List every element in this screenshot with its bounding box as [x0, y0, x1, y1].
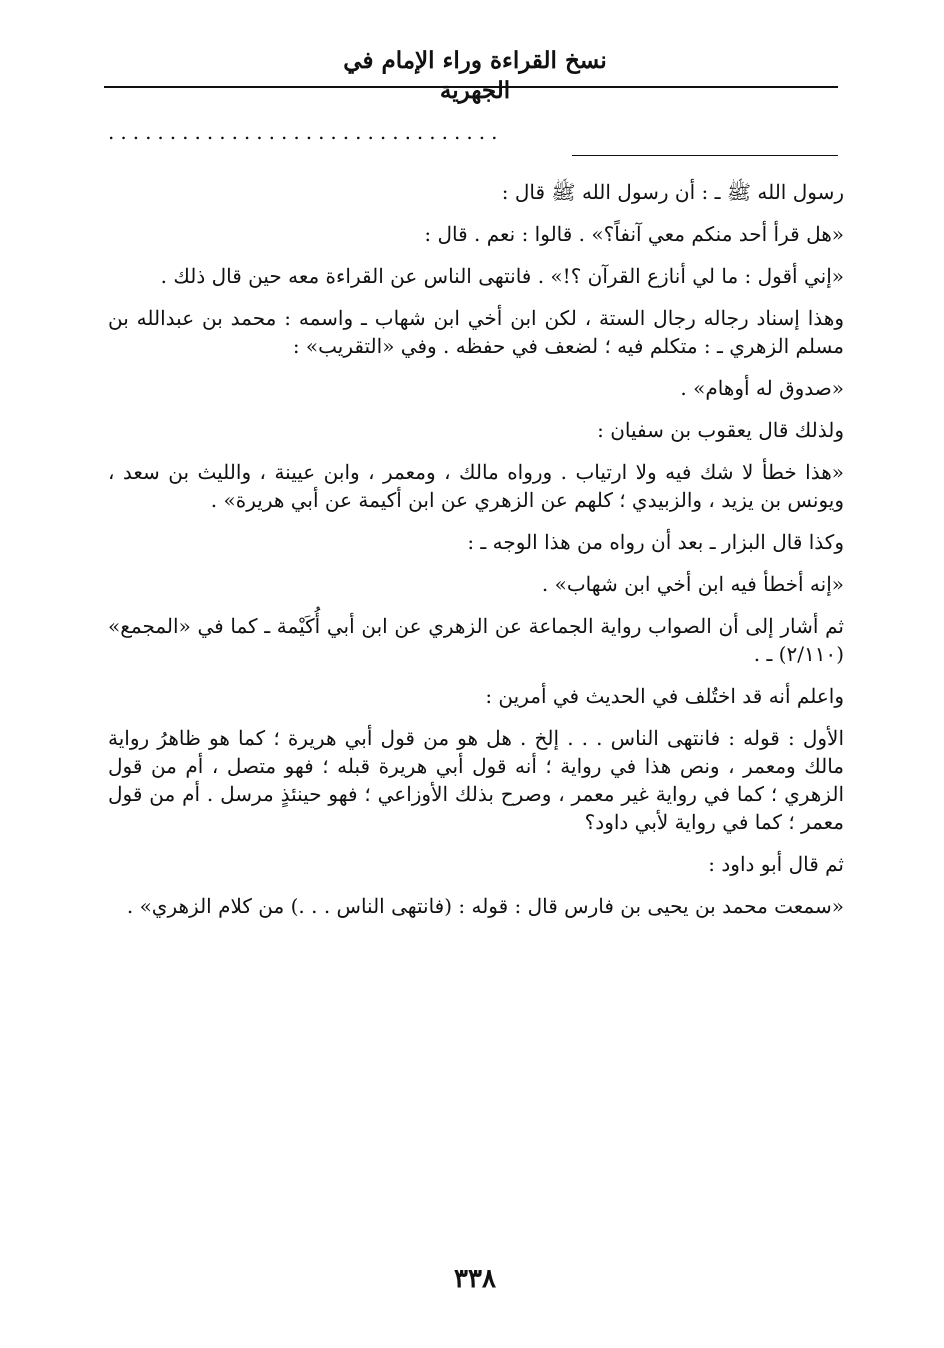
paragraph: «سمعت محمد بن يحيى بن فارس قال : قوله : (فانتهى الناس . . .) من كلام الزهري» .	[126, 894, 844, 918]
page-number: ٣٣٨	[454, 1264, 496, 1294]
paragraph: ثم أشار إلى أن الصواب رواية الجماعة عن الزهري عن ابن أبي أُكَيْمة ـ كما في «المجمع» (٢/١١٠) ـ .	[108, 614, 844, 666]
paragraph: الأول : قوله : فانتهى الناس . . . إلخ . هل هو من قول أبي هريرة ؛ كما هو ظاهرُ رواية مالك ومعمر ، ونص هذا في رواية ؛ أنه قول أبي هريرة قبله ؛ فهو متصل ، أم من قول الزهري ؛ كما في رواية غير معمر ، وصرح بذلك الأوزاعي ؛ فهو حينئذٍ مرسل . أم من قول معمر ؛ كما في رواية لأبي داود؟	[108, 726, 844, 834]
paragraph: «إنه أخطأ فيه ابن أخي ابن شهاب» .	[541, 572, 844, 596]
paragraph: واعلم أنه قد اختُلف في الحديث في أمرين :	[485, 684, 844, 708]
running-header-title: نسخ القراءة وراء الإمام في الجهرية	[343, 47, 607, 104]
body-text	[108, 178, 844, 934]
paragraph: رسول الله ﷺ ـ : أن رسول الله ﷺ قال :	[501, 180, 844, 204]
footnote-separator-rule	[572, 155, 838, 156]
paragraph: «هل قرأ أحد منكم معي آنفاً؟» . قالوا : نعم . قال :	[424, 222, 844, 246]
paragraph: ولذلك قال يعقوب بن سفيان :	[597, 418, 844, 442]
paragraph: «إني أقول : ما لي أنازع القرآن ؟!» . فانتهى الناس عن القراءة معه حين قال ذلك .	[160, 264, 844, 288]
paragraph: «هذا خطأ لا شك فيه ولا ارتياب . ورواه مالك ، ومعمر ، وابن عيينة ، والليث بن سعد ، ويونس بن يزيد ، والزبيدي ؛ كلهم عن الزهري عن ابن أكيمة عن أبي هريرة» .	[108, 460, 844, 512]
header-rule	[104, 86, 838, 88]
paragraph: وكذا قال البزار ـ بعد أن رواه من هذا الوجه ـ :	[467, 530, 844, 554]
paragraph: «صدوق له أوهام» .	[680, 376, 844, 400]
paragraph: ثم قال أبو داود :	[708, 852, 844, 876]
ellipsis-dots-line: ................................	[108, 122, 504, 142]
paragraph: وهذا إسناد رجاله رجال الستة ، لكن ابن أخي ابن شهاب ـ واسمه : محمد بن عبدالله بن مسلم الزهري ـ : متكلم فيه ؛ لضعف في حفظه . وفي «التقريب» :	[108, 306, 844, 358]
